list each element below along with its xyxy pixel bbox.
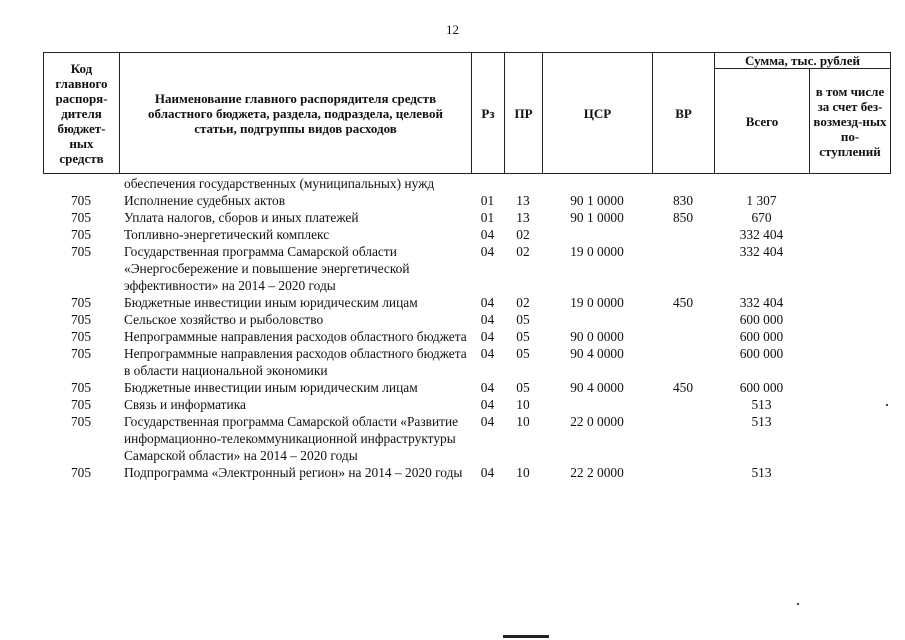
cell-name: Непрограммные направления расходов областного бюджета: [124, 329, 467, 344]
cell-csr: 22 2 0000: [570, 465, 624, 480]
cell-incl: [809, 464, 890, 481]
cell-pr: 10: [516, 397, 530, 412]
cell-code: 705: [70, 193, 92, 208]
cell-rz: 04: [480, 244, 495, 259]
cell-csr: 90 1 0000: [570, 210, 624, 225]
cell-rz: 04: [480, 312, 495, 327]
cell-name: Связь и информатика: [124, 397, 246, 412]
cell-code: 705: [70, 346, 92, 361]
cell-total: [714, 175, 809, 192]
cell-incl: [809, 294, 890, 311]
header-name: Наименование главного распорядителя средств областного бюджета, раздела, подраздела, целевой статьи, подгруппы видов расходов: [120, 53, 472, 174]
cell-csr: 22 0 0000: [570, 414, 624, 429]
scan-mark: [503, 635, 549, 638]
header-vr: ВР: [653, 53, 715, 174]
table-row: [43, 328, 890, 345]
cell-code: 705: [70, 397, 92, 412]
cell-code: 705: [70, 380, 92, 395]
cell-rz: 01: [480, 193, 495, 208]
cell-csr: 90 4 0000: [570, 346, 624, 361]
cell-vr: 450: [672, 295, 694, 310]
table-row: [43, 209, 890, 226]
cell-name: Государственная программа Самарской области «Развитие информационно-телекоммуникационной инфраструктуры Самарской области» на 2014 – 2020 годы: [124, 414, 459, 463]
cell-total: 600 000: [739, 312, 784, 327]
cell-code: [43, 175, 119, 192]
cell-pr: 10: [516, 414, 530, 429]
cell-incl: [809, 379, 890, 396]
cell-name: Государственная программа Самарской области «Энергосбережение и повышение энергетической эффективности» на 2014 – 2020 годы: [124, 244, 410, 293]
cell-csr: [542, 311, 652, 328]
cell-vr: [652, 345, 714, 379]
scan-speck: [797, 603, 799, 605]
cell-total: 332 404: [739, 244, 784, 259]
cell-incl: [809, 413, 890, 464]
table-row: [43, 396, 890, 413]
header-sum: Сумма, тыс. рублей: [715, 53, 891, 69]
header-code: Код главного распоря-дителя бюджет-ных средств: [44, 53, 120, 174]
table-row: [43, 192, 890, 209]
cell-rz: [471, 175, 504, 192]
cell-code: 705: [70, 244, 92, 259]
table-row: [43, 345, 890, 379]
cell-csr: 90 4 0000: [570, 380, 624, 395]
cell-vr: [652, 243, 714, 294]
table-row: [43, 294, 890, 311]
cell-total: 332 404: [739, 227, 784, 242]
cell-incl: [809, 226, 890, 243]
cell-vr: 450: [672, 380, 694, 395]
cell-rz: 04: [480, 227, 495, 242]
cell-incl: [809, 396, 890, 413]
cell-csr: 19 0 0000: [570, 295, 624, 310]
cell-name: обеспечения государственных (муниципальных) нужд: [124, 176, 435, 191]
cell-name: Непрограммные направления расходов областного бюджета в области национальной экономики: [124, 346, 467, 378]
cell-pr: 13: [516, 210, 530, 225]
cell-rz: 04: [480, 295, 495, 310]
cell-vr: [652, 175, 714, 192]
table-row: [43, 175, 890, 192]
cell-rz: 04: [480, 397, 495, 412]
header-rz: Рз: [472, 53, 505, 174]
cell-pr: [504, 175, 542, 192]
table-row: [43, 413, 890, 464]
scan-speck: [886, 404, 888, 406]
cell-total: 332 404: [739, 295, 784, 310]
cell-rz: 04: [480, 329, 495, 344]
cell-name: Исполнение судебных актов: [124, 193, 286, 208]
cell-total: 1 307: [746, 193, 777, 208]
cell-pr: 05: [516, 346, 530, 361]
cell-incl: [809, 311, 890, 328]
cell-code: 705: [70, 329, 92, 344]
cell-name: Бюджетные инвестиции иным юридическим лицам: [124, 380, 418, 395]
cell-csr: 90 1 0000: [570, 193, 624, 208]
table-header: [43, 52, 891, 174]
cell-vr: [652, 413, 714, 464]
cell-pr: 13: [516, 193, 530, 208]
cell-rz: 01: [480, 210, 495, 225]
table-row: [43, 311, 890, 328]
cell-vr: [652, 328, 714, 345]
table-body: [43, 175, 890, 481]
cell-name: Подпрограмма «Электронный регион» на 2014 – 2020 годы: [124, 465, 463, 480]
cell-rz: 04: [480, 465, 495, 480]
cell-total: 670: [751, 210, 772, 225]
cell-code: 705: [70, 312, 92, 327]
table-row: [43, 243, 890, 294]
cell-name: Топливно-энергетический комплекс: [124, 227, 330, 242]
cell-pr: 05: [516, 329, 530, 344]
cell-vr: [652, 311, 714, 328]
cell-code: 705: [70, 210, 92, 225]
cell-rz: 04: [480, 380, 495, 395]
cell-name: Сельское хозяйство и рыболовство: [124, 312, 324, 327]
cell-incl: [809, 328, 890, 345]
cell-incl: [809, 192, 890, 209]
cell-vr: 830: [672, 193, 694, 208]
cell-total: 600 000: [739, 329, 784, 344]
header-incl: в том числе за счет без-возмезд-ных по-ступлений: [810, 69, 891, 174]
cell-total: 600 000: [739, 346, 784, 361]
cell-csr: [542, 226, 652, 243]
cell-total: 600 000: [739, 380, 784, 395]
header-pr: ПР: [505, 53, 543, 174]
cell-code: 705: [70, 227, 92, 242]
table-row: [43, 379, 890, 396]
cell-csr: 90 0 0000: [570, 329, 624, 344]
cell-rz: 04: [480, 414, 495, 429]
cell-pr: 02: [516, 227, 530, 242]
cell-vr: [652, 226, 714, 243]
cell-code: 705: [70, 414, 92, 429]
cell-code: 705: [70, 295, 92, 310]
cell-name: Уплата налогов, сборов и иных платежей: [124, 210, 359, 225]
cell-pr: 05: [516, 312, 530, 327]
cell-pr: 02: [516, 244, 530, 259]
cell-vr: [652, 464, 714, 481]
cell-pr: 10: [516, 465, 530, 480]
cell-pr: 02: [516, 295, 530, 310]
cell-incl: [809, 243, 890, 294]
page-number: 12: [446, 22, 459, 37]
header-total: Всего: [715, 69, 810, 174]
cell-name: Бюджетные инвестиции иным юридическим лицам: [124, 295, 418, 310]
cell-csr: 19 0 0000: [570, 244, 624, 259]
cell-total: 513: [751, 465, 772, 480]
cell-vr: [652, 396, 714, 413]
table-row: [43, 464, 890, 481]
cell-code: 705: [70, 465, 92, 480]
cell-csr: [542, 175, 652, 192]
cell-incl: [809, 175, 890, 192]
cell-total: 513: [751, 414, 772, 429]
cell-csr: [542, 396, 652, 413]
cell-incl: [809, 209, 890, 226]
table-row: [43, 226, 890, 243]
cell-total: 513: [751, 397, 772, 412]
header-csr: ЦСР: [543, 53, 653, 174]
cell-rz: 04: [480, 346, 495, 361]
cell-vr: 850: [672, 210, 694, 225]
cell-incl: [809, 345, 890, 379]
cell-pr: 05: [516, 380, 530, 395]
